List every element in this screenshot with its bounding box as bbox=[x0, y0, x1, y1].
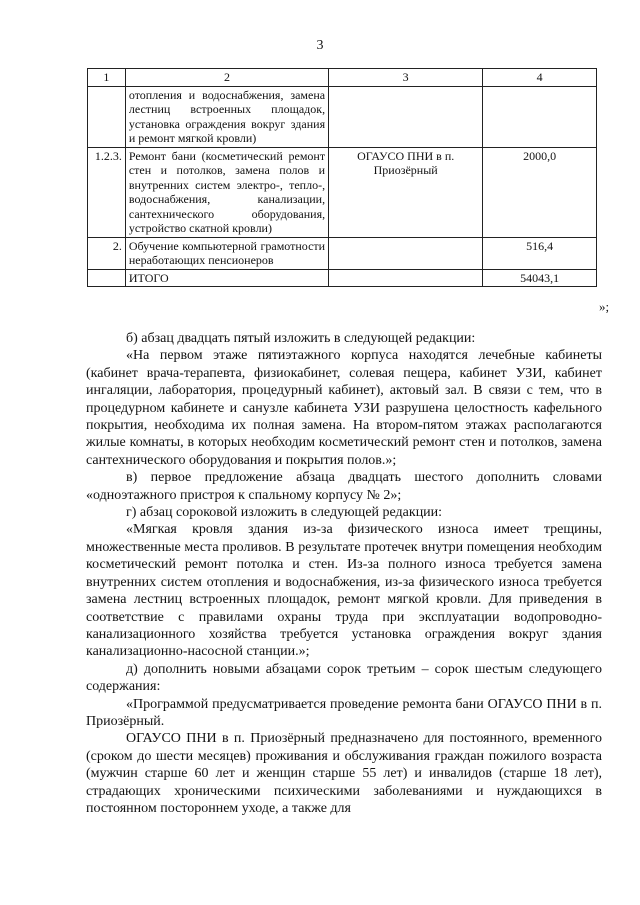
paragraph: «На первом этаже пятиэтажного корпуса находятся лечебные кабинеты (кабинет врача-терапевта, физиокабинет, солевая пещера, кабинет УЗИ, кабинет ингаляции, лаборатория, процедурный кабинет), актовый зал. В связи с тем, что в процедурном кабинете и санузле кабинета УЗИ разрушена целостность кафельного покрытия, необходима их полная замена. На втором-пятом этажах располагаются жилые комнаты, в которых необходим косметический ремонт стен и потолков, замена сантехнического оборудования и покрытия полов.»; bbox=[86, 348, 602, 468]
row-number: 1.2.3. bbox=[88, 147, 126, 237]
row-organization: ОГАУСО ПНИ в п. Приозёрный bbox=[329, 147, 483, 237]
row-description: Обучение компьютерной грамотности неработающих пенсионеров bbox=[125, 237, 328, 269]
document-body bbox=[86, 330, 602, 817]
header-cell-2: 2 bbox=[125, 69, 328, 87]
total-label: ИТОГО bbox=[125, 269, 328, 287]
table-header-row bbox=[88, 69, 597, 87]
row-number: 2. bbox=[88, 237, 126, 269]
row-amount bbox=[483, 86, 597, 147]
header-cell-3: 3 bbox=[329, 69, 483, 87]
row-number bbox=[88, 269, 126, 287]
page-number: 3 bbox=[316, 38, 324, 53]
paragraph: д) дополнить новыми абзацами сорок третьим – сорок шестым следующего содержания: bbox=[86, 661, 602, 695]
paragraph: «Мягкая кровля здания из-за физического износа имеет трещины, множественные места проливов. В результате протечек внутри помещения необходим косметический ремонт потолка и стен. Из-за полного износа требуется замена внутренних систем отопления и водоснабжения, из-за физического износа требуется замена лестниц встроенных площадок, ремонт мягкой кровли. Для приведения в соответствие с правилами охраны труда при эксплуатации водопроводно-канализационного хозяйства требуется установка ограждения вокруг здания канализационно-насосной станции.»; bbox=[86, 522, 602, 660]
table-closing-quote: »; bbox=[599, 299, 610, 314]
row-organization bbox=[329, 86, 483, 147]
row-amount: 516,4 bbox=[483, 237, 597, 269]
row-organization bbox=[329, 237, 483, 269]
paragraph: г) абзац сороковой изложить в следующей редакции: bbox=[126, 505, 443, 521]
row-amount: 2000,0 bbox=[483, 147, 597, 237]
row-description: Ремонт бани (косметический ремонт стен и потолков, замена полов и внутренних систем электро-, тепло-, водоснабжения, канализации, сантехнического оборудования, устройство скатной кровли) bbox=[125, 147, 328, 237]
table-row bbox=[88, 86, 597, 147]
row-description: отопления и водоснабжения, замена лестниц встроенных площадок, установка ограждения вокруг здания и ремонт мягкой кровли) bbox=[125, 86, 328, 147]
table-row bbox=[88, 147, 597, 237]
budget-table bbox=[87, 68, 597, 287]
table-row bbox=[88, 237, 597, 269]
paragraph: «Программой предусматривается проведение ремонта бани ОГАУСО ПНИ в п. Приозёрный. bbox=[86, 696, 602, 729]
total-amount: 54043,1 bbox=[483, 269, 597, 287]
table-total-row bbox=[88, 269, 597, 287]
paragraph: б) абзац двадцать пятый изложить в следующей редакции: bbox=[126, 331, 476, 346]
row-organization bbox=[329, 269, 483, 287]
header-cell-4: 4 bbox=[483, 69, 597, 87]
row-number bbox=[88, 86, 126, 147]
paragraph: ОГАУСО ПНИ в п. Приозёрный предназначено для постоянного, временного (сроком до шести месяцев) проживания и обслуживания граждан пожилого возраста (мужчин старше 60 лет и женщин старше 55 лет) и инвалидов (старше 18 лет), страдающих хроническими психическими заболеваниями и нуждающихся в постоянном постороннем уходе, а также для bbox=[86, 731, 602, 816]
header-cell-1: 1 bbox=[88, 69, 126, 87]
paragraph: в) первое предложение абзаца двадцать шестого дополнить словами «одноэтажного пристроя к спальному корпусу № 2»; bbox=[86, 470, 602, 503]
